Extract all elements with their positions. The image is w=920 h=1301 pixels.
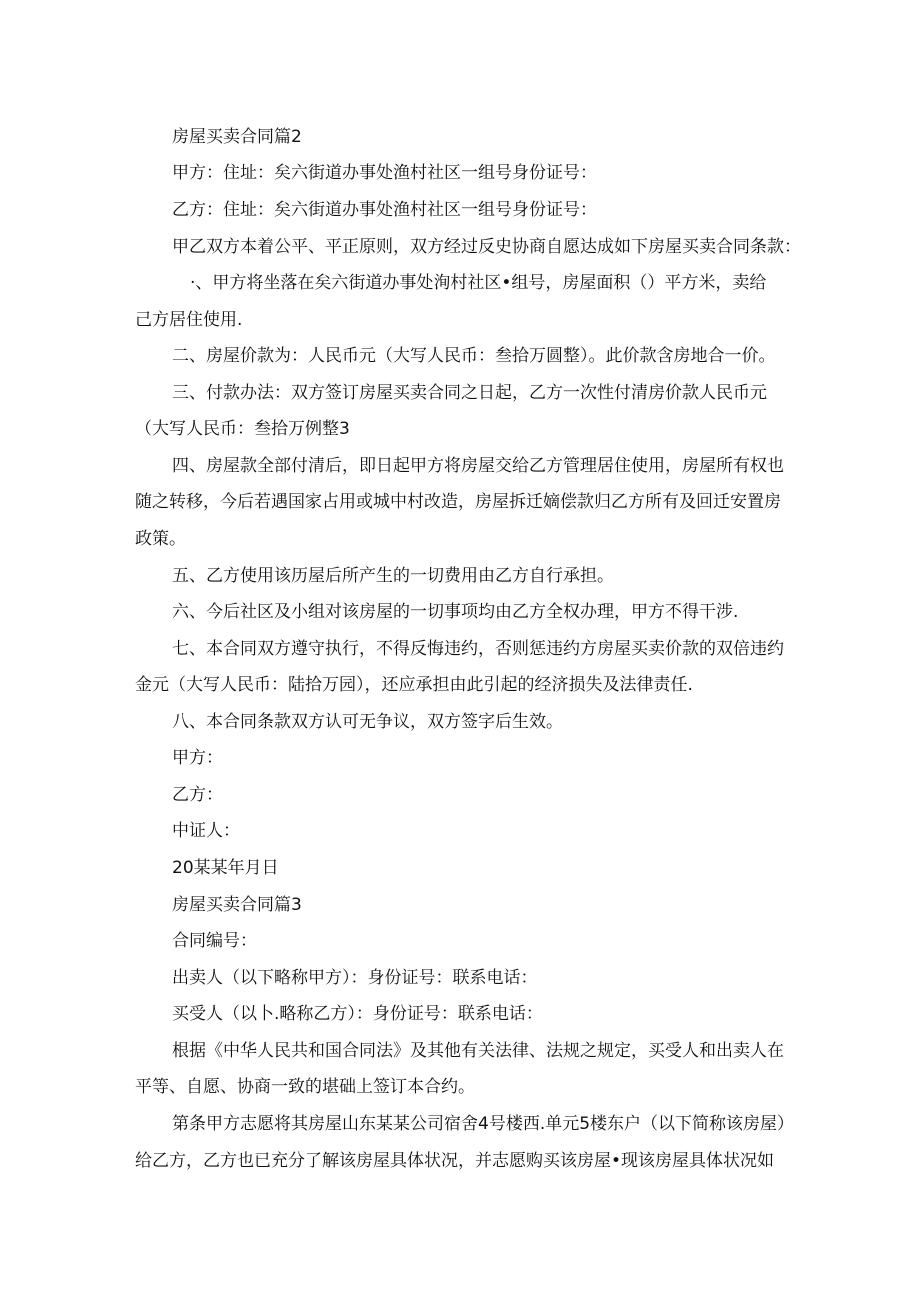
party-b-line: 乙方：住址：矣六街道办事处渔村社区一组号身份证号： — [172, 200, 597, 220]
clause-1-line-2: 己方居住使用. — [135, 310, 243, 330]
clause-7-line-2: 金元（大写人民币：陆拾万园），还应承担由此引起的经济损失及法律责任. — [135, 675, 693, 695]
legal-basis-line-2: 平等、自愿、协商一致的堪础上签订本合约。 — [135, 1077, 475, 1097]
signature-witness: 中证人： — [172, 821, 240, 841]
party-a-line: 甲方：住址：矣六街道办事处渔村社区一组号身份证号： — [172, 163, 597, 183]
clause-4-line-2: 随之转移，今后若遇国家占用或城中村改造，房屋拆迁嫡偿款归乙方所有及回迁安置房 — [135, 492, 781, 512]
seller-line: 出卖人（以下略称甲方）：身份证号：联系电话： — [172, 968, 538, 988]
signature-date: 20某某年月日 — [172, 858, 279, 878]
article-1-line-1: 第条甲方志愿将其房屋山东某某公司宿舍4号楼西.单元5楼东户（以下简称该房屋） — [172, 1114, 795, 1134]
section-heading-3: 房屋买卖合同篇3 — [172, 895, 302, 915]
clause-4-line-3: 政策。 — [135, 529, 186, 549]
clause-5-line: 五、乙方使用该历屋后所产生的一切费用由乙方自行承担。 — [172, 566, 614, 586]
clause-1-line-1: ·、甲方将坐落在矣六街道办事处洵村社区•组号，房屋面积（）平方米，卖给 — [190, 273, 767, 293]
clause-7-line-1: 七、本合同双方遵守执行，不得反悔违约，否则惩违约方房屋买卖价款的双倍违约 — [172, 639, 784, 659]
clause-2-line: 二、房屋价款为：人民币元（大写人民币：叁拾万圆整）。此价款含房地合一价。 — [172, 346, 776, 366]
signature-party-a: 甲方： — [172, 748, 223, 768]
clause-3-line-1: 三、付款办法：双方签订房屋买卖合同之日起，乙方一次性付清房价款人民币元 — [172, 383, 767, 403]
clause-6-line: 六、今后社区及小组对该房屋的一切事项均由乙方全权办理，甲方不得干涉. — [172, 602, 739, 622]
intro-line: 甲乙双方本着公平、平正原则，双方经过反史协商自愿达成如下房屋买卖合同条款： — [172, 237, 801, 257]
section-heading-2: 房屋买卖合同篇2 — [172, 127, 302, 147]
clause-8-line: 八、本合同条款双方认可无争议，双方签字后生效。 — [172, 712, 563, 732]
clause-3-line-2: （大写人民币：叁拾万例整3 — [135, 419, 350, 439]
article-1-line-2: 给乙方，乙方也已充分了解该房屋具体状况，并志愿购买该房屋•现该房屋具体状况如 — [135, 1151, 775, 1171]
legal-basis-line-1: 根据《中华人民共和国合同法》及其他有关法律、法规之规定，买受人和出卖人在 — [172, 1041, 784, 1061]
contract-number-line: 合同编号： — [172, 931, 257, 951]
buyer-line: 买受人（以卜.略称乙方）：身份证号：联系电话： — [172, 1004, 543, 1024]
clause-4-line-1: 四、房屋款全部付清后，即日起甲方将房屋交给乙方管理居住使用，房屋所有权也 — [172, 456, 784, 476]
signature-party-b: 乙方： — [172, 785, 223, 805]
